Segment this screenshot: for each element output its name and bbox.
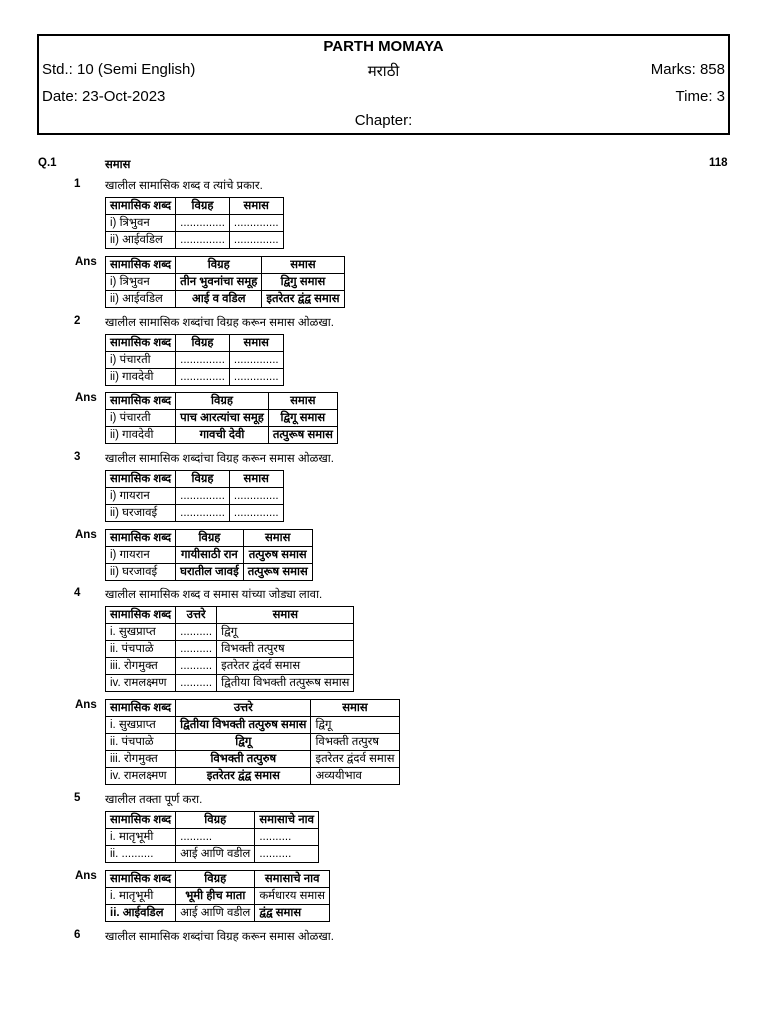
table-header: समासाचे नाव bbox=[255, 871, 330, 888]
table-header: सामासिक शब्द bbox=[106, 471, 176, 488]
table-cell: इतरेतर द्वंदर्व समास bbox=[311, 751, 399, 768]
std-label: Std.: 10 (Semi English) bbox=[42, 61, 196, 78]
table-header: सामासिक शब्द bbox=[106, 335, 176, 352]
table-header: समास bbox=[229, 335, 283, 352]
table-header: सामासिक शब्द bbox=[106, 198, 176, 215]
table-cell: .............. bbox=[176, 352, 230, 369]
table-cell: ii) आईवडिल bbox=[106, 291, 176, 308]
table-cell: आई आणि वडील bbox=[176, 905, 255, 922]
table-header: विग्रह bbox=[176, 871, 255, 888]
table-cell: .............. bbox=[229, 352, 283, 369]
table-header: उत्तरे bbox=[176, 607, 217, 624]
table-cell: iii. रोगमुक्त bbox=[106, 658, 176, 675]
table-cell: i) त्रिभुवन bbox=[106, 215, 176, 232]
table-cell: .......... bbox=[176, 829, 255, 846]
item-number: 1 bbox=[74, 178, 81, 190]
item-text: खालील सामासिक शब्दांचा विग्रह करून समास ओळखा. bbox=[105, 931, 334, 943]
table-cell: .............. bbox=[229, 488, 283, 505]
student-name: PARTH MOMAYA bbox=[323, 38, 444, 55]
question-table bbox=[105, 334, 284, 386]
answer-table bbox=[105, 699, 400, 785]
table-cell: द्विगू bbox=[311, 717, 399, 734]
table-cell: i. सुखप्राप्त bbox=[106, 624, 176, 641]
table-cell: .......... bbox=[255, 829, 319, 846]
table-cell: iv. रामलक्ष्मण bbox=[106, 768, 176, 785]
table-header: सामासिक शब्द bbox=[106, 700, 176, 717]
table-header: समास bbox=[217, 607, 354, 624]
table-cell: इतरेतर द्वंद्व समास bbox=[176, 768, 311, 785]
table-cell: द्वितीया विभक्ती तत्पुरुष समास bbox=[176, 717, 311, 734]
table-cell: iii. रोगमुक्त bbox=[106, 751, 176, 768]
table-header: सामासिक शब्द bbox=[106, 257, 176, 274]
table-cell: .............. bbox=[176, 232, 230, 249]
table-cell: .............. bbox=[229, 215, 283, 232]
question-title: समास bbox=[105, 159, 131, 171]
question-number: Q.1 bbox=[38, 157, 57, 169]
table-header: समास bbox=[262, 257, 344, 274]
table-header: विग्रह bbox=[176, 812, 255, 829]
table-cell: विभक्ती तत्पुरष bbox=[311, 734, 399, 751]
table-cell: आई आणि वडील bbox=[176, 846, 255, 863]
answer-table bbox=[105, 392, 338, 444]
table-cell: गावची देवी bbox=[176, 427, 269, 444]
table-cell: .......... bbox=[176, 658, 217, 675]
marks-label: Marks: 858 bbox=[650, 61, 725, 78]
question-marks: 118 bbox=[709, 157, 728, 169]
table-cell: i) गायरान bbox=[106, 547, 176, 564]
answer-table bbox=[105, 529, 313, 581]
table-cell: द्विगू bbox=[176, 734, 311, 751]
table-header: समास bbox=[229, 471, 283, 488]
time-label: Time: 3 bbox=[675, 88, 725, 105]
table-cell: .............. bbox=[176, 505, 230, 522]
table-cell: तीन भुवनांचा समूह bbox=[176, 274, 262, 291]
table-header: समास bbox=[229, 198, 283, 215]
item-number: 5 bbox=[74, 792, 81, 804]
table-header: उत्तरे bbox=[176, 700, 311, 717]
item-text: खालील तक्ता पूर्ण करा. bbox=[105, 794, 203, 806]
subject-label: मराठी bbox=[367, 63, 400, 80]
table-cell: .............. bbox=[176, 488, 230, 505]
table-cell: .......... bbox=[176, 641, 217, 658]
ans-label: Ans bbox=[75, 529, 97, 541]
table-cell: .............. bbox=[229, 369, 283, 386]
table-cell: द्विगु समास bbox=[262, 274, 344, 291]
table-cell: द्वंद्व समास bbox=[255, 905, 330, 922]
table-cell: ii. आईवडिल bbox=[106, 905, 176, 922]
question-table bbox=[105, 811, 319, 863]
table-cell: तत्पुरूष समास bbox=[268, 427, 337, 444]
table-header: समास bbox=[311, 700, 399, 717]
ans-label: Ans bbox=[75, 256, 97, 268]
table-cell: .......... bbox=[176, 675, 217, 692]
table-cell: ii. .......... bbox=[106, 846, 176, 863]
table-cell: i. सुखप्राप्त bbox=[106, 717, 176, 734]
table-cell: आई व वडिल bbox=[176, 291, 262, 308]
ans-label: Ans bbox=[75, 699, 97, 711]
table-cell: .............. bbox=[229, 232, 283, 249]
table-cell: तत्पुरुष समास bbox=[243, 547, 312, 564]
table-cell: ii. पंचपाळे bbox=[106, 734, 176, 751]
table-cell: विभक्ती तत्पुरष bbox=[217, 641, 354, 658]
table-header: समासाचे नाव bbox=[255, 812, 319, 829]
table-cell: ii) आईवडिल bbox=[106, 232, 176, 249]
table-cell: i) त्रिभुवन bbox=[106, 274, 176, 291]
chapter-label: Chapter: bbox=[354, 112, 413, 129]
item-text: खालील सामासिक शब्द व समास यांच्या जोड्या लावा. bbox=[105, 589, 323, 601]
table-header: विग्रह bbox=[176, 257, 262, 274]
item-text: खालील सामासिक शब्दांचा विग्रह करून समास ओळखा. bbox=[105, 317, 334, 329]
table-cell: इतरेतर द्वंद्व समास bbox=[262, 291, 344, 308]
table-cell: .............. bbox=[176, 369, 230, 386]
answer-table bbox=[105, 256, 345, 308]
table-header: सामासिक शब्द bbox=[106, 393, 176, 410]
item-number: 4 bbox=[74, 587, 81, 599]
table-header: सामासिक शब्द bbox=[106, 530, 176, 547]
table-cell: द्विगू समास bbox=[268, 410, 337, 427]
table-header: विग्रह bbox=[176, 198, 230, 215]
table-cell: द्विगू bbox=[217, 624, 354, 641]
table-cell: i. मातृभूमी bbox=[106, 829, 176, 846]
answer-table bbox=[105, 870, 330, 922]
table-cell: iv. रामलक्ष्मण bbox=[106, 675, 176, 692]
table-cell: कर्मधारय समास bbox=[255, 888, 330, 905]
table-header: विग्रह bbox=[176, 335, 230, 352]
table-cell: i) गायरान bbox=[106, 488, 176, 505]
table-header: समास bbox=[268, 393, 337, 410]
item-number: 3 bbox=[74, 451, 81, 463]
table-cell: i. मातृभूमी bbox=[106, 888, 176, 905]
table-header: विग्रह bbox=[176, 393, 269, 410]
table-cell: ii) घरजावई bbox=[106, 505, 176, 522]
table-header: समास bbox=[243, 530, 312, 547]
table-cell: इतरेतर द्वंदर्व समास bbox=[217, 658, 354, 675]
table-cell: ii) गावदेवी bbox=[106, 369, 176, 386]
table-cell: i) पंचारती bbox=[106, 410, 176, 427]
table-cell: तत्पुरूष समास bbox=[243, 564, 312, 581]
item-text: खालील सामासिक शब्द व त्यांचे प्रकार. bbox=[105, 180, 263, 192]
table-cell: ii) गावदेवी bbox=[106, 427, 176, 444]
table-cell: भूमी हीच माता bbox=[176, 888, 255, 905]
table-header: विग्रह bbox=[176, 530, 244, 547]
table-header: सामासिक शब्द bbox=[106, 607, 176, 624]
table-cell: अव्ययीभाव bbox=[311, 768, 399, 785]
ans-label: Ans bbox=[75, 392, 97, 404]
table-cell: ii. पंचपाळे bbox=[106, 641, 176, 658]
table-cell: द्वितीया विभक्ती तत्पुरूष समास bbox=[217, 675, 354, 692]
question-table bbox=[105, 606, 354, 692]
table-cell: गायीसाठी रान bbox=[176, 547, 244, 564]
header-box bbox=[37, 34, 730, 135]
table-cell: ii) घरजावई bbox=[106, 564, 176, 581]
table-cell: .............. bbox=[229, 505, 283, 522]
table-header: विग्रह bbox=[176, 471, 230, 488]
table-cell: पाच आरत्यांचा समूह bbox=[176, 410, 269, 427]
item-number: 6 bbox=[74, 929, 81, 941]
table-header: सामासिक शब्द bbox=[106, 871, 176, 888]
table-cell: i) पंचारती bbox=[106, 352, 176, 369]
table-header: सामासिक शब्द bbox=[106, 812, 176, 829]
date-label: Date: 23-Oct-2023 bbox=[42, 88, 166, 105]
table-cell: .......... bbox=[255, 846, 319, 863]
item-text: खालील सामासिक शब्दांचा विग्रह करून समास ओळखा. bbox=[105, 453, 334, 465]
question-table bbox=[105, 470, 284, 522]
item-number: 2 bbox=[74, 315, 81, 327]
table-cell: .............. bbox=[176, 215, 230, 232]
question-table bbox=[105, 197, 284, 249]
ans-label: Ans bbox=[75, 870, 97, 882]
table-cell: विभक्ती तत्पुरुष bbox=[176, 751, 311, 768]
table-cell: घरातील जावई bbox=[176, 564, 244, 581]
table-cell: .......... bbox=[176, 624, 217, 641]
